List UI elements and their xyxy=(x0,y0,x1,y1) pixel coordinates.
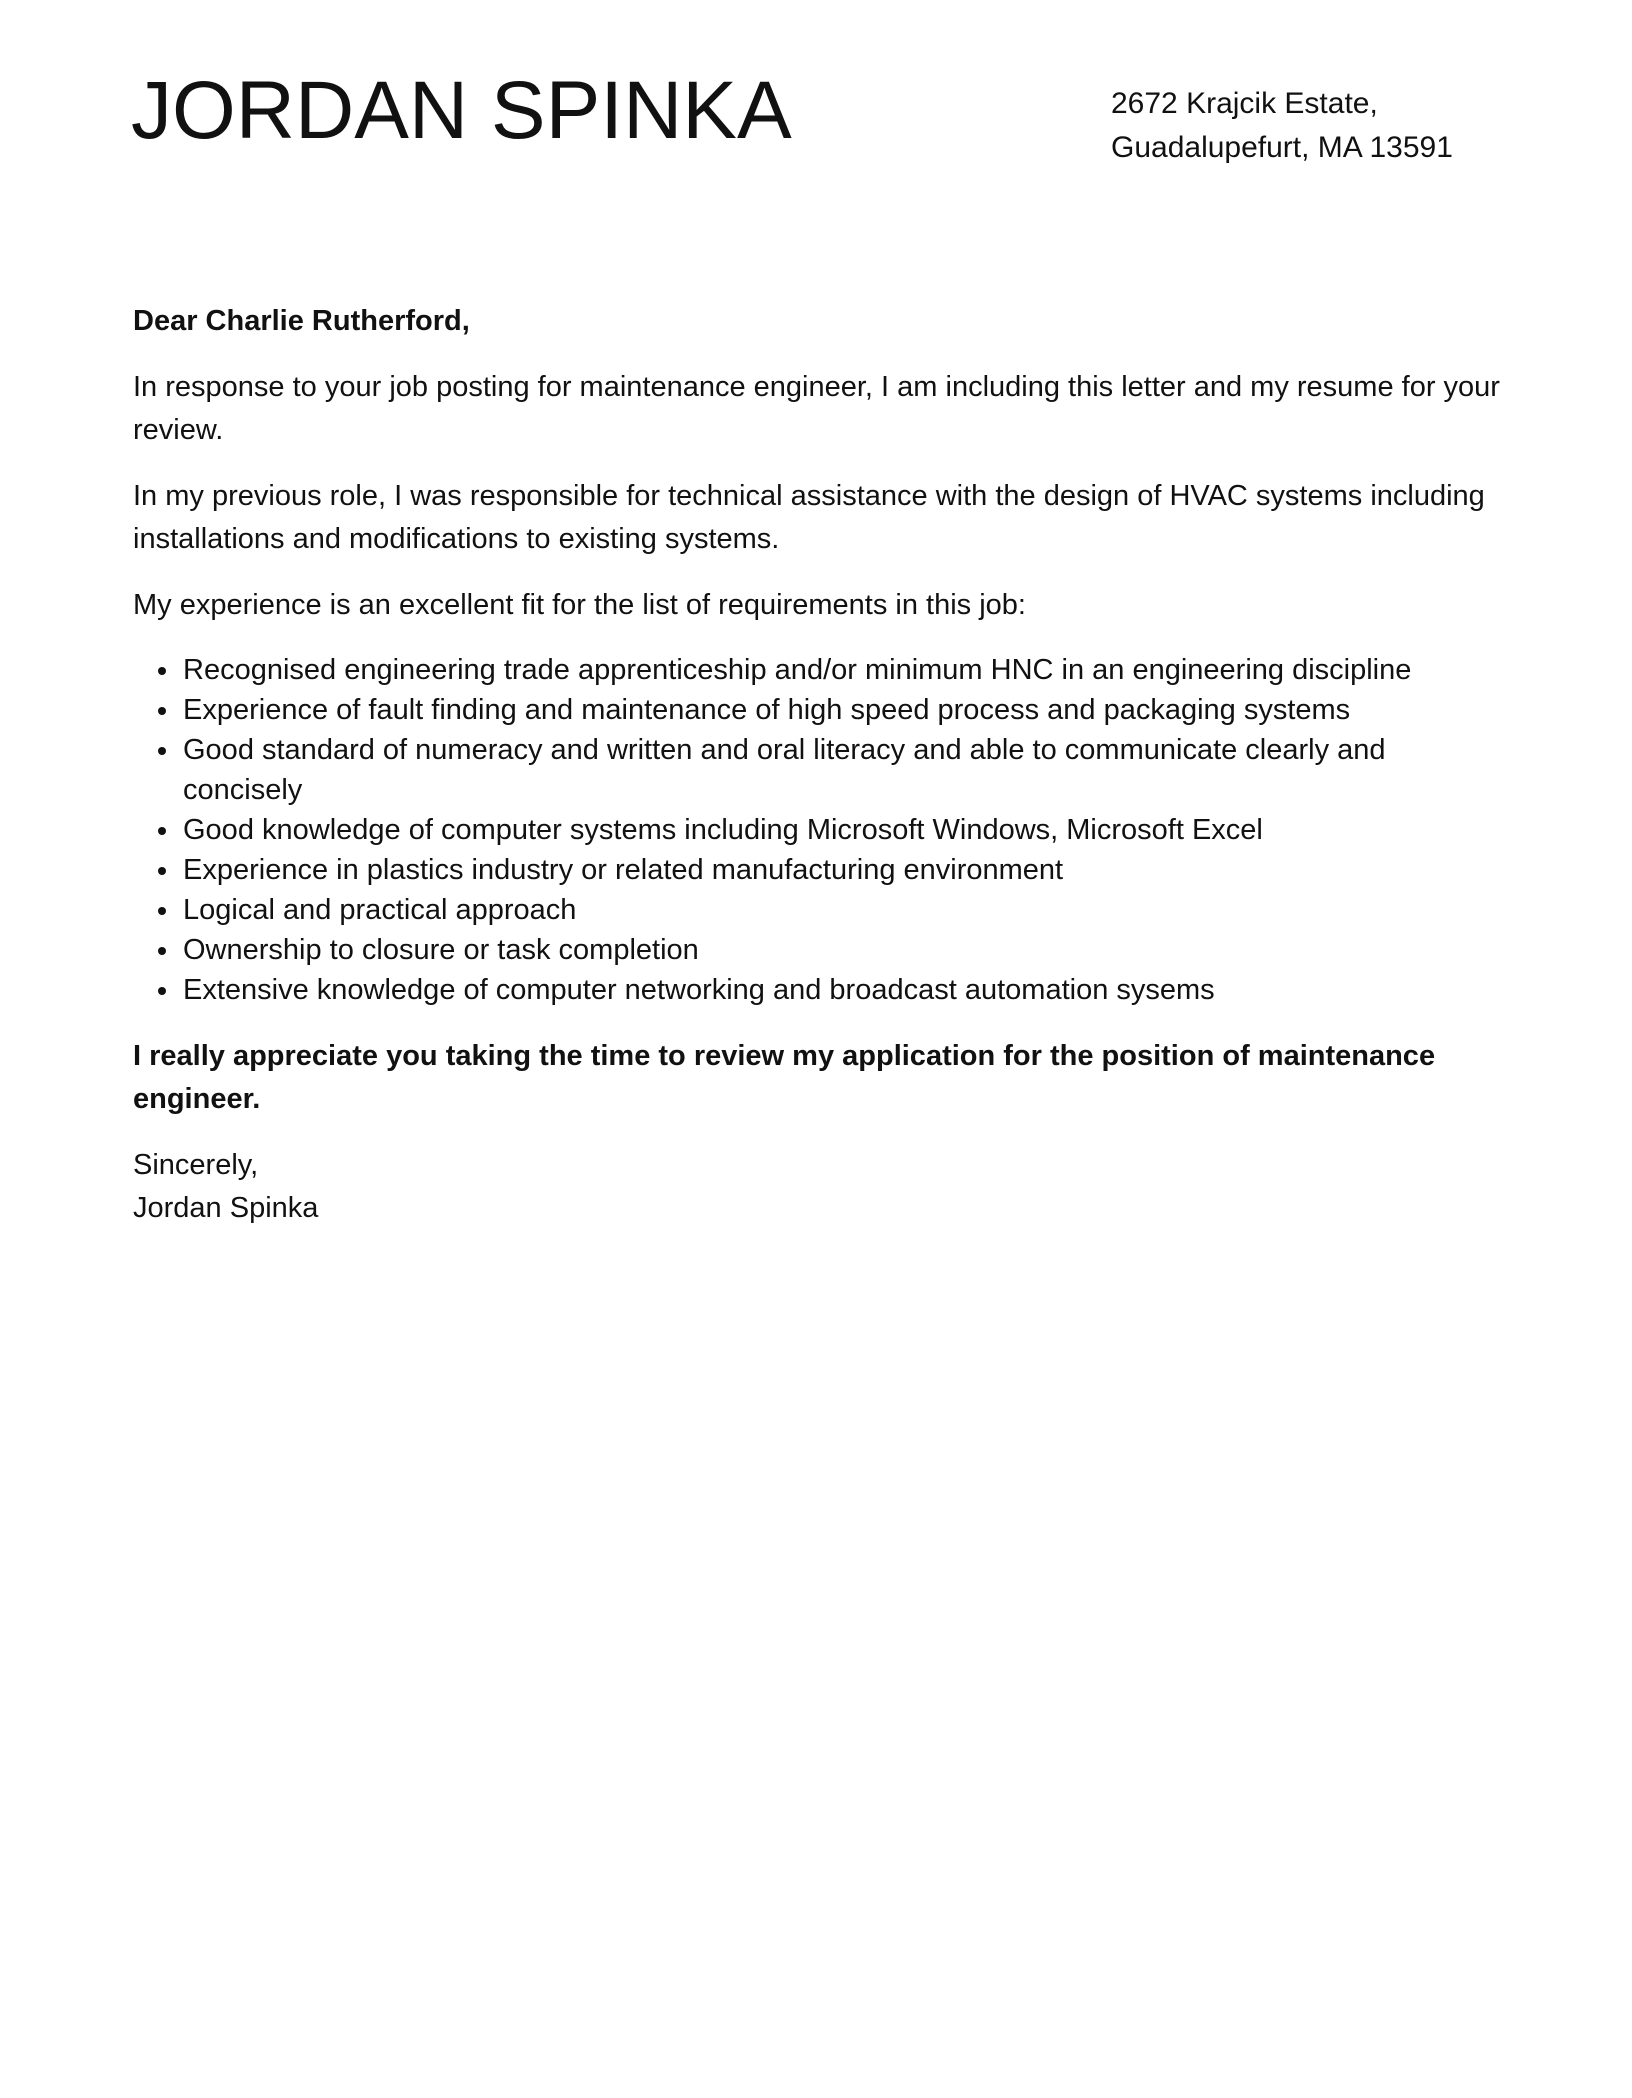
list-item: • Experience in plastics industry or related manufacturing environment xyxy=(181,850,1503,890)
list-item: • Experience of fault finding and maintenance of high speed process and packaging systems xyxy=(181,690,1503,730)
requirements-list xyxy=(133,650,1503,1010)
paragraph-intro: In response to your job posting for maintenance engineer, I am including this letter and my resume for your review. xyxy=(133,371,1500,446)
salutation: Dear Charlie Rutherford, xyxy=(133,305,470,337)
signature: Jordan Spinka xyxy=(133,1192,319,1224)
paragraph-previous-role: In my previous role, I was responsible for technical assistance with the design of HVAC systems including installations and modifications to existing systems. xyxy=(133,480,1485,555)
list-item: • Extensive knowledge of computer networking and broadcast automation sysems xyxy=(181,970,1503,1010)
list-item: • Logical and practical approach xyxy=(181,890,1503,930)
address-block xyxy=(1111,82,1453,170)
letter-body xyxy=(133,300,1503,1230)
list-item: • Ownership to closure or task completion xyxy=(181,930,1503,970)
list-item: • Good standard of numeracy and written and oral literacy and able to communicate clearly and concisely xyxy=(181,730,1503,810)
paragraph-requirements-intro: My experience is an excellent fit for the list of requirements in this job: xyxy=(133,589,1026,621)
address-line-1: 2672 Krajcik Estate, xyxy=(1111,87,1378,120)
applicant-name: JORDAN SPINKA xyxy=(131,65,792,156)
list-item: • Recognised engineering trade apprenticeship and/or minimum HNC in an engineering discipline xyxy=(181,650,1503,690)
list-item: • Good knowledge of computer systems including Microsoft Windows, Microsoft Excel xyxy=(181,810,1503,850)
closing-statement: I really appreciate you taking the time to review my application for the position of maintenance engineer. xyxy=(133,1040,1436,1115)
address-line-2: Guadalupefurt, MA 13591 xyxy=(1111,131,1453,164)
signoff: Sincerely, xyxy=(133,1149,259,1181)
